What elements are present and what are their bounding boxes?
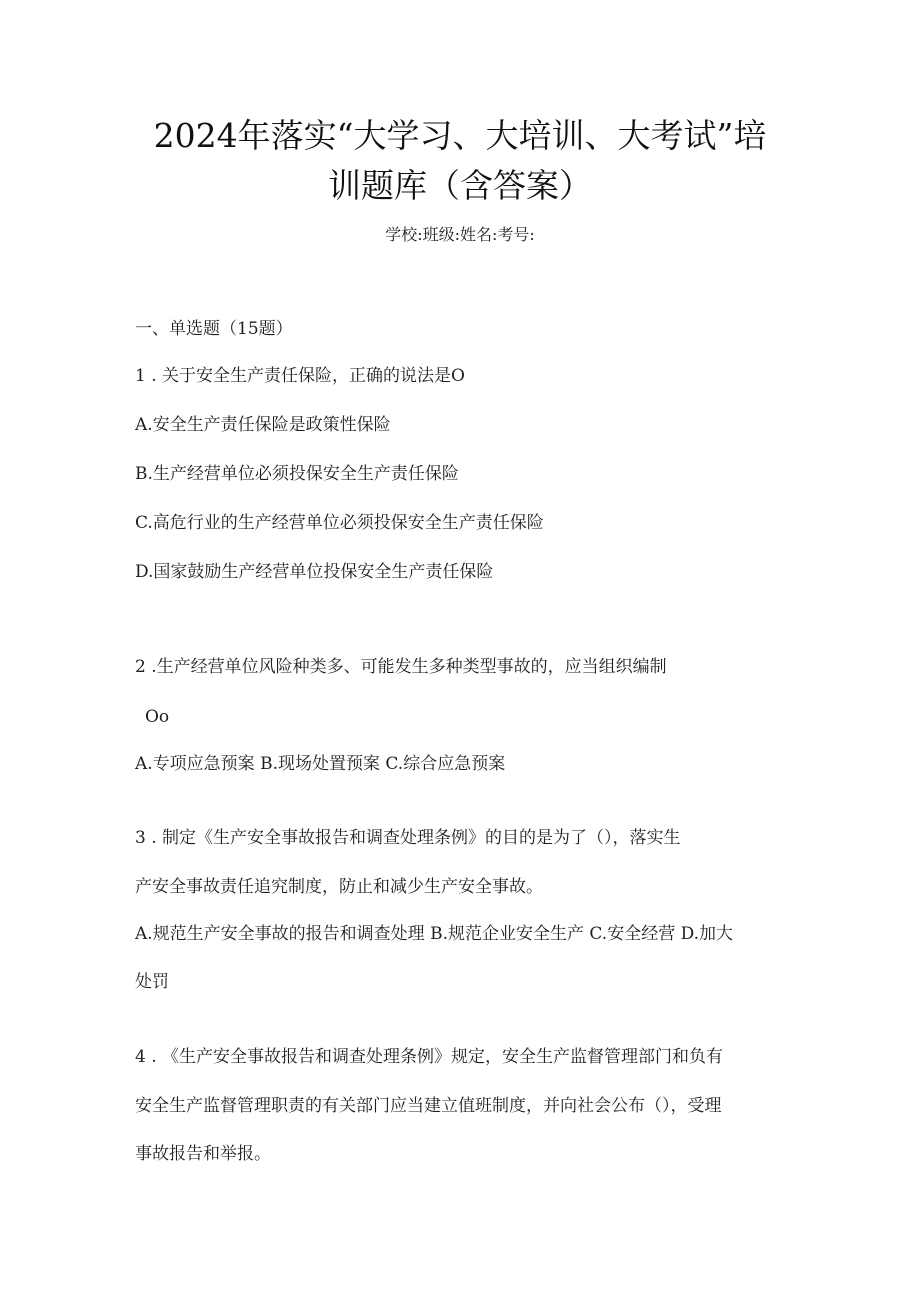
question-3-options-line-2: 处罚 — [135, 972, 169, 992]
question-1-option-d: D.国家鼓励生产经营单位投保安全生产责任保险 — [135, 562, 494, 582]
question-4-stem-line-2: 安全生产监督管理职责的有关部门应当建立值班制度，并向社会公布（），受理 — [135, 1096, 722, 1116]
document-title-line-1: 2024年落实“大学习、大培训、大考试”培 — [153, 116, 767, 155]
question-2-options: A.专项应急预案 B.现场处置预案 C.综合应急预案 — [135, 754, 506, 774]
question-1-option-a: A.安全生产责任保险是政策性保险 — [135, 415, 391, 435]
question-4-stem-line-3: 事故报告和举报。 — [135, 1144, 271, 1164]
question-3-stem-line-1: 3 . 制定《生产安全事故报告和调查处理条例》的目的是为了（），落实生 — [135, 828, 681, 848]
student-info-line: 学校:班级:姓名:考号: — [385, 225, 535, 244]
section-heading: 一、单选题（15题） — [135, 319, 293, 339]
question-2-stem: 2 .生产经营单位风险种类多、可能发生多种类型事故的，应当组织编制 — [135, 657, 667, 677]
question-1-option-c: C.高危行业的生产经营单位必须投保安全生产责任保险 — [135, 513, 544, 533]
question-2-stem-continuation: Oo — [145, 707, 170, 727]
question-1-option-b: B.生产经营单位必须投保安全生产责任保险 — [135, 464, 459, 484]
document-title-line-2: 训题库（含答案） — [328, 166, 592, 205]
question-3-options-line-1: A.规范生产安全事故的报告和调查处理 B.规范企业安全生产 C.安全经营 D.加大 — [135, 924, 734, 944]
question-4-stem-line-1: 4 . 《生产安全事故报告和调查处理条例》规定，安全生产监督管理部门和负有 — [135, 1047, 724, 1067]
question-3-stem-line-2: 产安全事故责任追究制度，防止和减少生产安全事故。 — [135, 877, 543, 897]
question-1-stem: 1 . 关于安全生产责任保险，正确的说法是O — [135, 366, 465, 386]
